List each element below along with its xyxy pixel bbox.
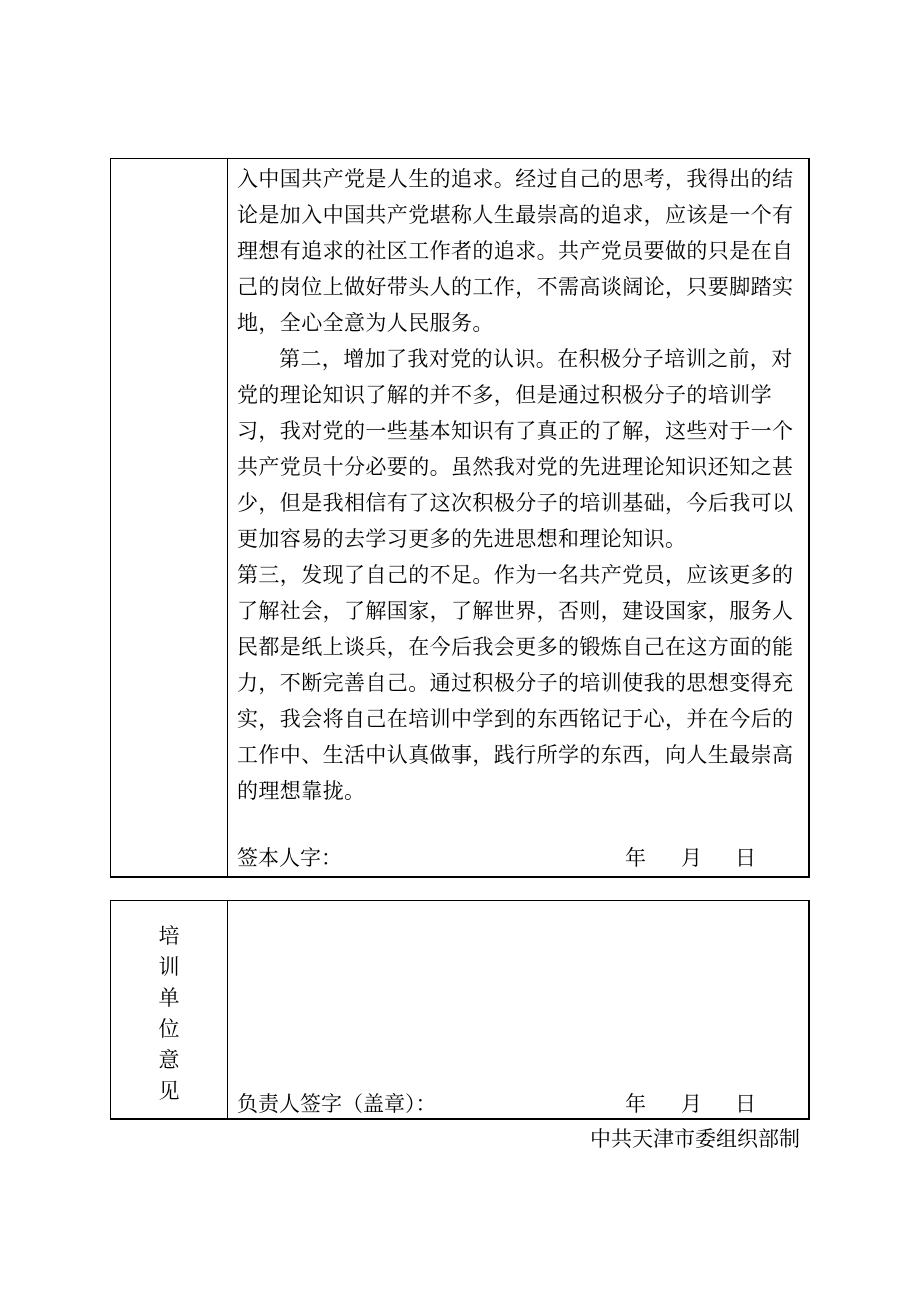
self-signature-month: 月 bbox=[681, 846, 702, 870]
label-char: 位 bbox=[158, 1017, 180, 1041]
label-char: 意 bbox=[158, 1048, 180, 1072]
self-signature-year: 年 bbox=[625, 846, 646, 870]
column-divider bbox=[227, 901, 228, 1118]
self-signature-label: 签本人字： bbox=[237, 846, 342, 870]
training-unit-opinion-table bbox=[110, 900, 810, 1120]
label-char: 单 bbox=[158, 986, 180, 1010]
column-divider bbox=[227, 159, 228, 876]
label-char: 培 bbox=[158, 924, 180, 948]
paragraph-3: 第三，发现了自己的不足。作为一名共产党员，应该更多的了解社会，了解国家，了解世界，否则，建设国家，服务人民都是纸上谈兵，在今后我会更多的锻炼自己在这方面的能力，不断完善自己。通过积极分子的培训使我的思想变得充实，我会将自己在培训中学到的东西铭记于心，并在今后的工作中、生活中认真做事，践行所学的东西，向人生最崇高的理想靠拢。 bbox=[237, 563, 794, 803]
issuer-footer: 中共天津市委组织部制 bbox=[590, 1127, 800, 1151]
responsible-signature-line bbox=[237, 1089, 803, 1119]
responsible-signature-label: 负责人签字（盖章）： bbox=[237, 1092, 437, 1116]
self-evaluation-table bbox=[110, 158, 810, 878]
self-evaluation-text bbox=[237, 161, 803, 809]
training-unit-opinion-label bbox=[111, 921, 227, 1107]
responsible-signature-month: 月 bbox=[681, 1092, 702, 1116]
paragraph-2: 第二，增加了我对党的认识。在积极分子培训之前，对党的理论知识了解的并不多，但是通过积极分子的培训学习，我对党的一些基本知识有了真正的了解，这些对于一个共产党员十分必要的。虽然我对党的先进理论知识还知之甚少，但是我相信有了这次积极分子的培训基础，今后我可以更加容易的去学习更多的先进思想和理论知识。 bbox=[237, 347, 794, 551]
self-signature-day: 日 bbox=[735, 846, 756, 870]
paragraph-1: 入中国共产党是人生的追求。经过自己的思考，我得出的结论是加入中国共产党堪称人生最崇高的追求，应该是一个有理想有追求的社区工作者的追求。共产党员要做的只是在自己的岗位上做好带头人的工作，不需高谈阔论，只要脚踏实地，全心全意为人民服务。 bbox=[237, 167, 794, 335]
label-char: 见 bbox=[158, 1079, 180, 1103]
responsible-signature-day: 日 bbox=[735, 1092, 756, 1116]
self-signature-line bbox=[237, 843, 803, 873]
responsible-signature-year: 年 bbox=[625, 1092, 646, 1116]
label-char: 训 bbox=[158, 955, 180, 979]
